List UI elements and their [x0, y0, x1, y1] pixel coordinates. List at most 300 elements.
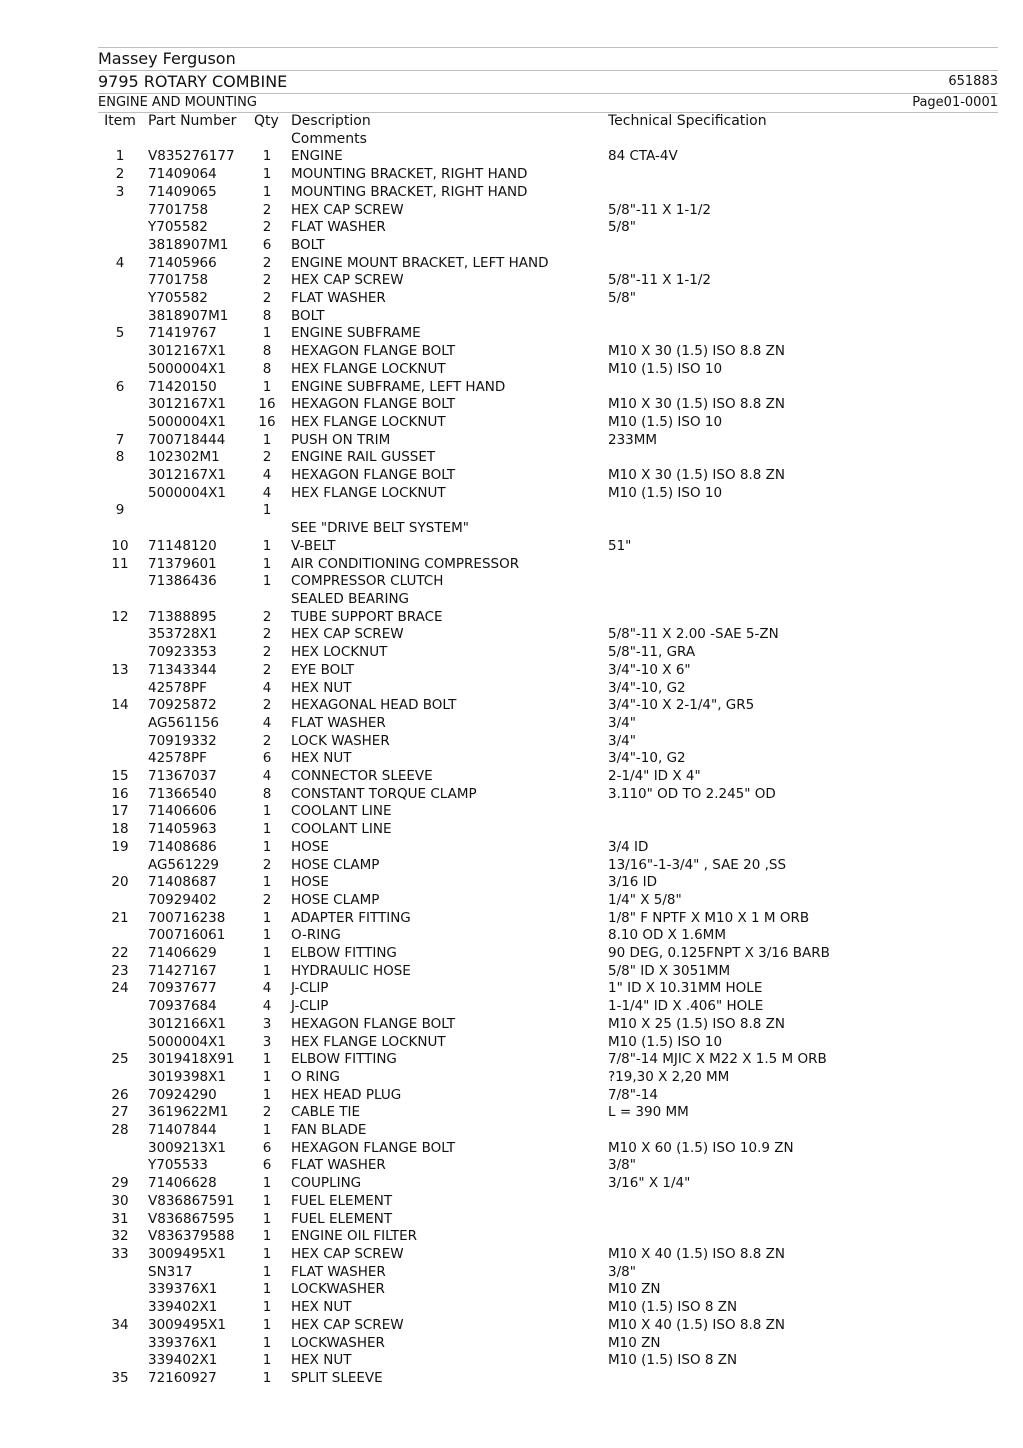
cell-part-number: 71407844 [148, 1122, 217, 1139]
cell-description: FLAT WASHER [291, 714, 386, 731]
table-row [98, 432, 1008, 450]
cell-item: 27 [111, 1104, 129, 1121]
cell-part-number: 339376X1 [148, 1281, 218, 1298]
cell-part-number: 102302M1 [148, 449, 220, 466]
cell-technical-specification: M10 (1.5) ISO 10 [608, 1033, 723, 1050]
table-row [98, 768, 1008, 786]
cell-part-number: 3009495X1 [148, 1316, 226, 1333]
section-row [98, 94, 998, 112]
cell-qty: 1 [262, 1246, 272, 1262]
cell-description: PUSH ON TRIM [291, 431, 391, 448]
cell-qty: 1 [262, 803, 272, 820]
table-row [98, 1122, 1008, 1140]
header-row [98, 113, 1008, 131]
cell-technical-specification [608, 379, 1008, 397]
page-number: Page01-0001 [912, 95, 998, 110]
cell-item: 23 [111, 962, 129, 979]
table-row [98, 502, 1008, 520]
cell-technical-specification: 5/8" ID X 3051MM [608, 962, 731, 979]
cell-description: SPLIT SLEEVE [291, 1369, 383, 1386]
cell-item [98, 998, 142, 1016]
cell-part-number: Y705582 [148, 290, 208, 307]
cell-technical-specification: 233MM [608, 431, 658, 448]
cell-item [98, 308, 142, 326]
cell-description: HEXAGON FLANGE BOLT [291, 1139, 456, 1156]
cell-item: 16 [111, 785, 129, 802]
cell-item [98, 1264, 142, 1282]
cell-technical-specification: 3/4"-10, G2 [608, 679, 686, 696]
cell-item [98, 1157, 142, 1175]
cell-qty: 1 [262, 1263, 272, 1280]
table-row [98, 945, 1008, 963]
table-row [98, 697, 1008, 715]
table-row [98, 485, 1008, 503]
cell-technical-specification: 5/8"-11 X 2.00 -SAE 5-ZN [608, 626, 779, 643]
cell-description: BOLT [291, 236, 325, 253]
cell-qty: 1 [262, 1051, 272, 1068]
cell-qty: 1 [262, 945, 272, 962]
cell-technical-specification [608, 325, 1008, 343]
cell-technical-specification: 90 DEG, 0.125FNPT X 3/16 BARB [608, 945, 830, 962]
cell-item: 13 [111, 661, 129, 678]
cell-part-number: 339402X1 [148, 1352, 218, 1369]
cell-part-number: 71406628 [148, 1175, 217, 1192]
cell-item: 24 [111, 980, 129, 997]
cell-technical-specification [608, 1193, 1008, 1211]
cell-part-number: 70937684 [148, 998, 217, 1015]
cell-description: FAN BLADE [291, 1122, 367, 1139]
cell-item [98, 733, 142, 751]
cell-qty: 6 [262, 1139, 272, 1156]
table-row [98, 414, 1008, 432]
table-row [98, 1264, 1008, 1282]
table-row [98, 272, 1008, 290]
cell-description: CONNECTOR SLEEVE [291, 768, 433, 785]
cell-part-number [142, 502, 251, 520]
table-header [98, 113, 1008, 148]
cell-item: 9 [115, 502, 125, 519]
table-row [98, 573, 1008, 591]
cell-item: 14 [111, 697, 129, 714]
table-row [98, 1051, 1008, 1069]
table-row [98, 449, 1008, 467]
cell-part-number: 3012167X1 [148, 396, 226, 413]
cell-part-number: 7701758 [148, 272, 209, 289]
cell-technical-specification: 3/8" [608, 1157, 636, 1174]
cell-part-number: V835276177 [148, 148, 235, 165]
cell-technical-specification: 1-1/4" ID X .406" HOLE [608, 998, 764, 1015]
cell-item [98, 892, 142, 910]
cell-qty: 1 [262, 1352, 272, 1369]
cell-qty: 6 [262, 1157, 272, 1174]
cell-technical-specification: M10 X 60 (1.5) ISO 10.9 ZN [608, 1139, 794, 1156]
cell-description: HEX LOCKNUT [291, 644, 388, 661]
table-row [98, 998, 1008, 1016]
cell-item: 31 [111, 1210, 129, 1227]
cell-qty: 1 [262, 962, 272, 979]
cell-description: COOLANT LINE [291, 821, 392, 838]
header-description: Description [291, 113, 371, 129]
table-row [98, 1157, 1008, 1175]
cell-qty: 4 [262, 679, 272, 696]
cell-part-number: 3019398X1 [148, 1068, 226, 1085]
table-row [98, 1140, 1008, 1158]
cell-qty: 1 [262, 909, 272, 926]
table-row [98, 396, 1008, 414]
cell-qty: 2 [262, 891, 272, 908]
cell-technical-specification: 51" [608, 537, 632, 554]
cell-qty: 2 [262, 1104, 272, 1121]
cell-qty: 1 [262, 166, 272, 183]
document-title: 9795 ROTARY COMBINE [98, 72, 288, 91]
cell-item: 21 [111, 909, 129, 926]
cell-technical-specification [608, 573, 1008, 591]
cell-qty: 4 [262, 484, 272, 501]
cell-qty: 1 [262, 1281, 272, 1298]
cell-item: 1 [115, 148, 125, 165]
cell-description: FLAT WASHER [291, 1263, 386, 1280]
cell-item [98, 591, 142, 609]
cell-qty: 1 [262, 183, 272, 200]
table-row [98, 237, 1008, 255]
cell-description: FLAT WASHER [291, 290, 386, 307]
cell-description: HEX NUT [291, 679, 352, 696]
cell-qty: 1 [262, 1316, 272, 1333]
table-row [98, 750, 1008, 768]
table-row [98, 892, 1008, 910]
cell-description: ENGINE OIL FILTER [291, 1228, 417, 1245]
cell-part-number: 70923353 [148, 644, 217, 661]
cell-part-number: 7701758 [148, 201, 209, 218]
cell-qty: 3 [262, 1015, 272, 1032]
cell-part-number: V836867595 [148, 1210, 235, 1227]
cell-qty: 2 [262, 219, 272, 236]
cell-part-number: 70925872 [148, 697, 217, 714]
cell-technical-specification: M10 X 25 (1.5) ISO 8.8 ZN [608, 1015, 785, 1032]
table-row [98, 1193, 1008, 1211]
cell-technical-specification: M10 X 40 (1.5) ISO 8.8 ZN [608, 1316, 785, 1333]
table-row [98, 166, 1008, 184]
cell-technical-specification: 13/16"-1-3/4" , SAE 20 ,SS [608, 856, 787, 873]
cell-qty: 1 [262, 148, 272, 165]
cell-qty: 2 [262, 697, 272, 714]
table-row [98, 715, 1008, 733]
cell-description: FUEL ELEMENT [291, 1192, 393, 1209]
table-row [98, 308, 1008, 326]
cell-description: MOUNTING BRACKET, RIGHT HAND [291, 183, 528, 200]
cell-description: HEX CAP SCREW [291, 201, 404, 218]
cell-qty: 1 [262, 838, 272, 855]
cell-description: FLAT WASHER [291, 219, 386, 236]
cell-qty: 2 [262, 644, 272, 661]
cell-item: 12 [111, 608, 129, 625]
table-row [98, 1352, 1008, 1370]
cell-part-number: 3619622M1 [148, 1104, 229, 1121]
cell-part-number: V836867591 [148, 1192, 235, 1209]
cell-item: 34 [111, 1316, 129, 1333]
cell-part-number: 5000004X1 [148, 484, 226, 501]
cell-technical-specification: 7/8"-14 MJIC X M22 X 1.5 M ORB [608, 1051, 827, 1068]
table-row [98, 379, 1008, 397]
cell-part-number: 71379601 [148, 555, 217, 572]
cell-part-number: 71405966 [148, 254, 217, 271]
cell-technical-specification [608, 821, 1008, 839]
table-row [98, 1281, 1008, 1299]
cell-part-number: 5000004X1 [148, 413, 226, 430]
cell-technical-specification: 5/8"-11 X 1-1/2 [608, 272, 712, 289]
cell-description: COMPRESSOR CLUTCH [291, 573, 444, 590]
cell-qty: 2 [262, 856, 272, 873]
cell-qty: 2 [262, 626, 272, 643]
cell-technical-specification: M10 X 30 (1.5) ISO 8.8 ZN [608, 396, 785, 413]
cell-qty: 1 [262, 502, 272, 519]
cell-item [98, 361, 142, 379]
cell-item [98, 467, 142, 485]
cell-technical-specification: ?19,30 X 2,20 MM [608, 1068, 730, 1085]
cell-description: ENGINE [291, 148, 343, 165]
parts-table [98, 113, 1008, 1388]
cell-description: CABLE TIE [291, 1104, 361, 1121]
table-row [98, 874, 1008, 892]
cell-part-number: 339376X1 [148, 1334, 218, 1351]
cell-description: O-RING [291, 927, 341, 944]
cell-technical-specification: 3/8" [608, 1263, 636, 1280]
cell-technical-specification [608, 237, 1008, 255]
table-row [98, 255, 1008, 273]
cell-part-number: 700718444 [148, 431, 226, 448]
title-row [98, 71, 998, 93]
cell-description: HEX FLANGE LOCKNUT [291, 360, 446, 377]
cell-description: ENGINE SUBFRAME, LEFT HAND [291, 378, 506, 395]
cell-qty: 1 [262, 874, 272, 891]
cell-qty: 6 [262, 236, 272, 253]
cell-description: ENGINE MOUNT BRACKET, LEFT HAND [291, 254, 549, 271]
cell-technical-specification [608, 1211, 1008, 1229]
cell-description: MOUNTING BRACKET, RIGHT HAND [291, 166, 528, 183]
cell-item [98, 237, 142, 255]
cell-item [98, 1069, 142, 1087]
cell-item [98, 927, 142, 945]
cell-description: HEX FLANGE LOCKNUT [291, 1033, 446, 1050]
header-row-comments [98, 131, 1008, 149]
cell-qty: 1 [262, 1334, 272, 1351]
cell-qty: 1 [262, 378, 272, 395]
cell-item: 4 [115, 254, 125, 271]
table-row [98, 927, 1008, 945]
cell-item [98, 626, 142, 644]
cell-technical-specification: M10 ZN [608, 1334, 661, 1351]
cell-item [98, 1299, 142, 1317]
cell-description: O RING [291, 1068, 340, 1085]
cell-qty: 1 [262, 1192, 272, 1209]
cell-qty: 2 [262, 732, 272, 749]
cell-qty: 1 [262, 431, 272, 448]
cell-item [98, 715, 142, 733]
parts-list-page [98, 47, 998, 1388]
cell-description: HEXAGON FLANGE BOLT [291, 1015, 456, 1032]
cell-item [98, 485, 142, 503]
cell-qty [251, 591, 283, 609]
cell-part-number: 42578PF [148, 750, 207, 767]
cell-item: 26 [111, 1086, 129, 1103]
cell-part-number: 71367037 [148, 768, 217, 785]
header-item: Item [104, 113, 136, 129]
cell-technical-specification [608, 609, 1008, 627]
cell-technical-specification: 3/4" [608, 732, 636, 749]
cell-item [98, 680, 142, 698]
table-row [98, 202, 1008, 220]
cell-item [98, 750, 142, 768]
cell-description: ENGINE SUBFRAME [291, 325, 421, 342]
cell-qty: 16 [258, 396, 276, 413]
cell-qty: 1 [262, 573, 272, 590]
cell-description: HYDRAULIC HOSE [291, 962, 411, 979]
cell-item: 3 [115, 183, 125, 200]
cell-technical-specification [608, 520, 1008, 538]
cell-technical-specification: M10 (1.5) ISO 8 ZN [608, 1352, 738, 1369]
cell-part-number: 70929402 [148, 891, 217, 908]
cell-technical-specification: 2-1/4" ID X 4" [608, 768, 701, 785]
cell-qty: 1 [262, 1369, 272, 1386]
cell-description: HOSE [291, 838, 329, 855]
cell-part-number: 71409064 [148, 166, 217, 183]
cell-part-number: 3818907M1 [148, 307, 229, 324]
cell-technical-specification: 5/8" [608, 290, 636, 307]
cell-qty: 6 [262, 750, 272, 767]
cell-qty: 4 [262, 768, 272, 785]
cell-part-number: V836379588 [148, 1228, 235, 1245]
cell-qty: 1 [262, 1122, 272, 1139]
cell-part-number: 71409065 [148, 183, 217, 200]
cell-part-number: 700716061 [148, 927, 226, 944]
cell-item [98, 414, 142, 432]
cell-description: HEX NUT [291, 1352, 352, 1369]
cell-part-number: 72160927 [148, 1369, 217, 1386]
table-row [98, 467, 1008, 485]
cell-part-number: 3019418X91 [148, 1051, 235, 1068]
cell-part-number: 71408687 [148, 874, 217, 891]
cell-qty: 2 [262, 608, 272, 625]
table-row [98, 325, 1008, 343]
table-row [98, 821, 1008, 839]
cell-item: 7 [115, 431, 125, 448]
cell-qty: 1 [262, 325, 272, 342]
cell-item: 33 [111, 1246, 129, 1262]
cell-item [98, 1016, 142, 1034]
cell-description: TUBE SUPPORT BRACE [291, 608, 443, 625]
table-row [98, 1228, 1008, 1246]
cell-technical-specification [608, 166, 1008, 184]
cell-item: 18 [111, 821, 129, 838]
cell-item: 22 [111, 945, 129, 962]
cell-technical-specification: 1/8" F NPTF X M10 X 1 M ORB [608, 909, 810, 926]
cell-technical-specification: 3/16" X 1/4" [608, 1175, 691, 1192]
brand-name: Massey Ferguson [98, 49, 236, 68]
cell-description: BOLT [291, 307, 325, 324]
cell-part-number [142, 520, 251, 538]
cell-technical-specification [608, 502, 1008, 520]
cell-qty: 1 [262, 1228, 272, 1245]
cell-qty [251, 520, 283, 538]
cell-part-number: 70924290 [148, 1086, 217, 1103]
cell-item: 15 [111, 768, 129, 785]
cell-item [98, 1034, 142, 1052]
cell-description: HEX FLANGE LOCKNUT [291, 413, 446, 430]
cell-part-number: 5000004X1 [148, 360, 226, 377]
table-row [98, 219, 1008, 237]
cell-item [98, 857, 142, 875]
cell-part-number: AG561229 [148, 856, 219, 873]
cell-description: V-BELT [291, 537, 336, 554]
cell-description: ELBOW FITTING [291, 1051, 397, 1068]
cell-part-number: Y705533 [148, 1157, 208, 1174]
cell-qty: 8 [262, 307, 272, 324]
cell-technical-specification: 1" ID X 10.31MM HOLE [608, 980, 763, 997]
table-row [98, 361, 1008, 379]
table-row [98, 1069, 1008, 1087]
table-row [98, 1246, 1008, 1264]
cell-description: HEXAGON FLANGE BOLT [291, 343, 456, 360]
header-part-number: Part Number [148, 113, 237, 129]
cell-description: SEE "DRIVE BELT SYSTEM" [291, 520, 469, 537]
cell-description: HEX HEAD PLUG [291, 1086, 402, 1103]
table-row [98, 538, 1008, 556]
cell-description: HEXAGONAL HEAD BOLT [291, 697, 457, 714]
cell-description: J-CLIP [291, 998, 329, 1015]
table-row [98, 148, 1008, 166]
cell-part-number: 71419767 [148, 325, 217, 342]
cell-item: 29 [111, 1175, 129, 1192]
table-row [98, 343, 1008, 361]
cell-technical-specification: 5/8"-11, GRA [608, 644, 696, 661]
cell-item [98, 219, 142, 237]
cell-item: 11 [111, 555, 129, 572]
cell-description [283, 502, 608, 520]
cell-description: AIR CONDITIONING COMPRESSOR [291, 555, 520, 572]
cell-description: EYE BOLT [291, 661, 355, 678]
cell-item: 20 [111, 874, 129, 891]
cell-part-number: 70937677 [148, 980, 217, 997]
cell-technical-specification: M10 (1.5) ISO 10 [608, 484, 723, 501]
table-row [98, 591, 1008, 609]
cell-qty: 1 [262, 1175, 272, 1192]
cell-description: LOCKWASHER [291, 1281, 385, 1298]
cell-qty: 1 [262, 537, 272, 554]
cell-technical-specification: 1/4" X 5/8" [608, 891, 682, 908]
cell-technical-specification [608, 255, 1008, 273]
cell-description: ENGINE RAIL GUSSET [291, 449, 436, 466]
cell-technical-specification: 7/8"-14 [608, 1086, 658, 1103]
cell-part-number: 71427167 [148, 962, 217, 979]
table-row [98, 1104, 1008, 1122]
cell-item: 2 [115, 166, 125, 183]
cell-item [98, 343, 142, 361]
cell-qty: 1 [262, 1086, 272, 1103]
cell-part-number: 42578PF [148, 679, 207, 696]
header-comments: Comments [291, 130, 367, 147]
cell-qty: 8 [262, 343, 272, 360]
cell-technical-specification [608, 449, 1008, 467]
table-row [98, 1016, 1008, 1034]
cell-technical-specification: 8.10 OD X 1.6MM [608, 927, 726, 944]
cell-technical-specification [608, 1228, 1008, 1246]
cell-item: 35 [111, 1369, 129, 1386]
cell-description: HEX CAP SCREW [291, 1316, 404, 1333]
table-row [98, 290, 1008, 308]
cell-qty: 4 [262, 980, 272, 997]
cell-item: 8 [115, 449, 125, 466]
cell-description: HEX NUT [291, 750, 352, 767]
